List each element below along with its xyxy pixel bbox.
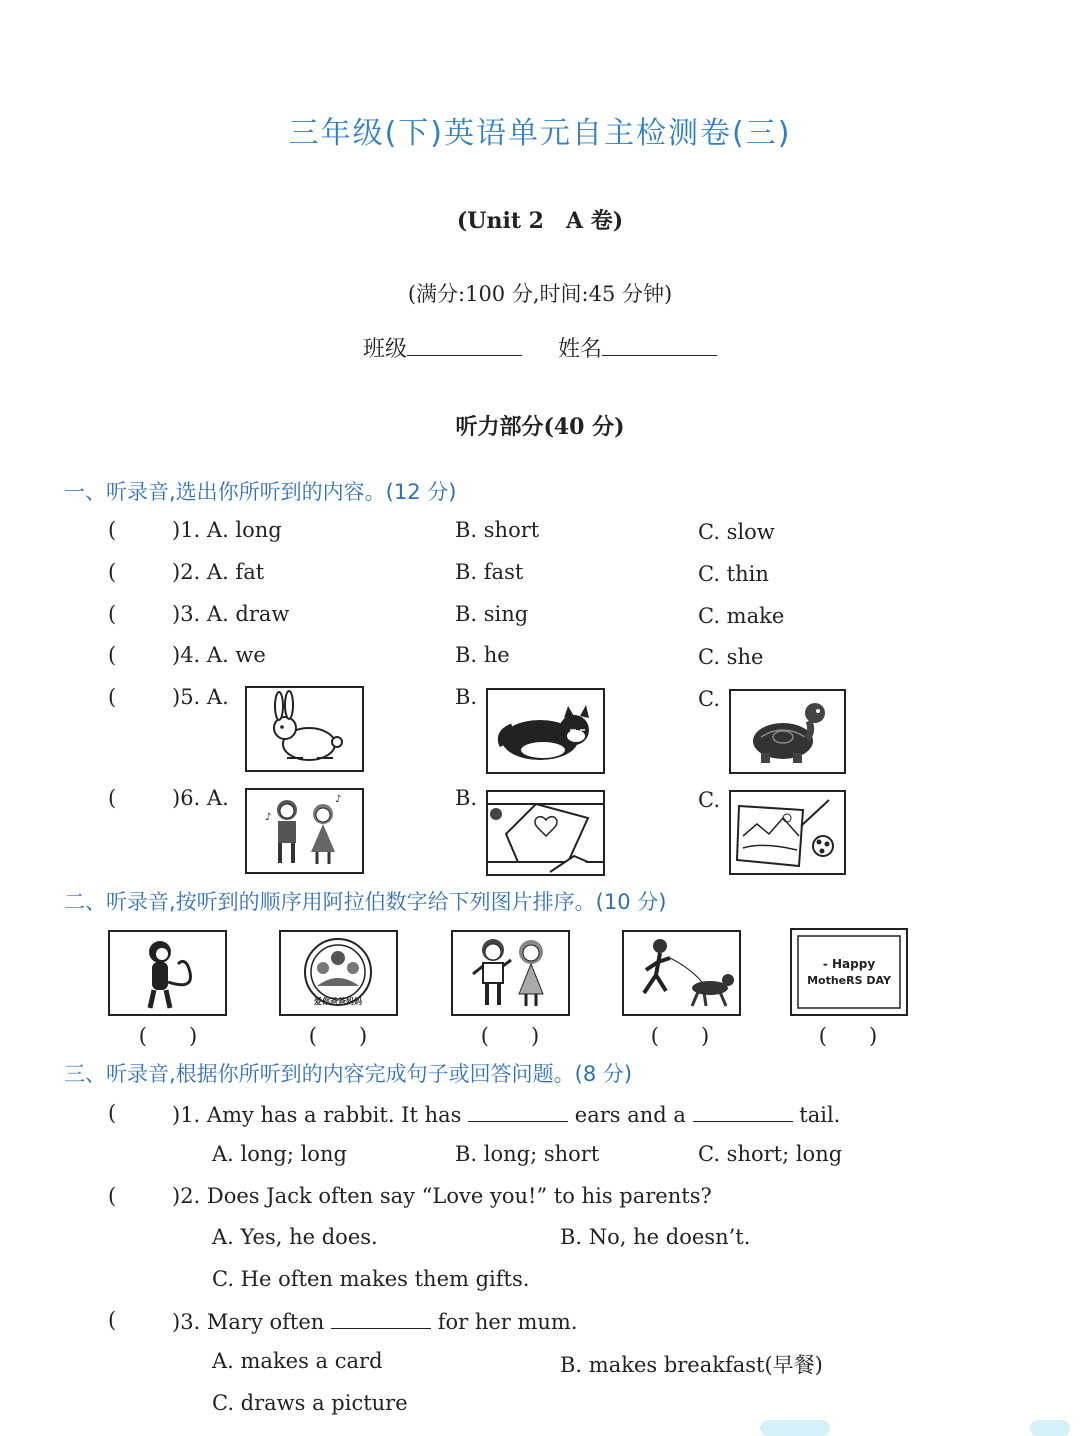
- q6-label-c: C.: [698, 788, 720, 812]
- q4-option-a: )4. A. we: [172, 643, 266, 667]
- s3-q1-option-a: A. long; long: [212, 1142, 347, 1166]
- q2-option-b: B. fast: [455, 560, 524, 584]
- card-text-line2: MotheRS DAY: [807, 974, 891, 987]
- order-answer-3[interactable]: ( ): [480, 1024, 540, 1048]
- order-answer-4[interactable]: ( ): [650, 1024, 710, 1048]
- boy-girl-icon: [453, 932, 568, 1014]
- answer-paren[interactable]: (: [108, 1308, 117, 1332]
- name-label: 姓名: [558, 337, 603, 362]
- mothers-day-card-icon: [792, 930, 906, 1014]
- section1-heading: 一、听录音,选出你所听到的内容。(12 分): [64, 480, 457, 504]
- s3-q1-part2: ears and a: [574, 1103, 686, 1127]
- q1-option-b: B. short: [455, 518, 540, 542]
- svg-text:♪: ♪: [265, 812, 272, 823]
- s3-q2-option-a: A. Yes, he does.: [212, 1225, 378, 1249]
- mothers-day-card-image[interactable]: [790, 928, 908, 1016]
- answer-paren[interactable]: (: [108, 643, 117, 667]
- order-answer-5[interactable]: ( ): [818, 1024, 878, 1048]
- turtle-image[interactable]: [729, 689, 846, 774]
- order-answer-2[interactable]: ( ): [308, 1024, 368, 1048]
- cat-icon: [488, 690, 603, 772]
- cat-image[interactable]: [486, 688, 605, 774]
- q1-option-c: C. slow: [698, 520, 775, 544]
- s3-q3-part2: for her mum.: [437, 1310, 578, 1334]
- card-text-line1: - Happy: [822, 957, 876, 971]
- q1-option-a: )1. A. long: [172, 518, 282, 542]
- decorative-mark: [760, 1420, 830, 1436]
- running-dog-icon: [624, 932, 739, 1014]
- q5-label-a: )5. A.: [172, 685, 229, 709]
- q6-label-a: )6. A.: [172, 786, 229, 810]
- q2-option-a: )2. A. fat: [172, 560, 265, 584]
- score-info: (满分:100 分,时间:45 分钟): [407, 282, 673, 306]
- svg-text:♪: ♪: [335, 794, 342, 805]
- s3-q1-option-c: C. short; long: [698, 1142, 843, 1166]
- singing-children-image[interactable]: [245, 788, 364, 874]
- boy-girl-image[interactable]: [451, 930, 570, 1016]
- s3-q3-blank[interactable]: [331, 1308, 431, 1329]
- s3-q3-part1: )3. Mary often: [172, 1310, 325, 1334]
- answer-paren[interactable]: (: [108, 786, 117, 810]
- class-field[interactable]: [407, 333, 522, 356]
- s3-q1: [172, 1101, 840, 1127]
- q3-option-b: B. sing: [455, 602, 529, 626]
- rabbit-image[interactable]: [245, 686, 364, 772]
- rabbit-icon: [247, 688, 362, 770]
- painting-icon: [731, 792, 844, 873]
- family-badge-icon: [281, 932, 396, 1014]
- monkey-image[interactable]: [108, 930, 227, 1016]
- listening-part-title: 听力部分(40 分): [455, 414, 625, 440]
- drawing-picture-image[interactable]: [729, 790, 846, 875]
- q5-label-c: C.: [698, 687, 720, 711]
- badge-text: 爱你爸爸妈妈: [314, 997, 362, 1006]
- s3-q3-option-c: C. draws a picture: [212, 1391, 408, 1415]
- s3-q3-option-a: A. makes a card: [212, 1349, 383, 1373]
- q4-option-c: C. she: [698, 645, 764, 669]
- answer-paren[interactable]: (: [108, 518, 117, 542]
- q2-option-c: C. thin: [698, 562, 769, 586]
- s3-q3: [172, 1308, 578, 1334]
- section2-heading: 二、听录音,按听到的顺序用阿拉伯数字给下列图片排序。(10 分): [64, 890, 667, 914]
- singing-children-icon: [247, 790, 362, 872]
- monkey-icon: [110, 932, 225, 1014]
- turtle-icon: [731, 691, 844, 772]
- s3-q2: )2. Does Jack often say “Love you!” to his parents?: [172, 1184, 712, 1208]
- decorative-mark: [1030, 1420, 1070, 1436]
- s3-q1-blank1[interactable]: [468, 1101, 568, 1122]
- student-info: [0, 332, 1080, 363]
- s3-q2-option-b: B. No, he doesn’t.: [560, 1225, 751, 1249]
- answer-paren[interactable]: (: [108, 560, 117, 584]
- card-making-icon: [488, 792, 603, 874]
- q4-option-b: B. he: [455, 643, 510, 667]
- s3-q3-option-b: B. makes breakfast(早餐): [560, 1353, 823, 1377]
- running-dog-image[interactable]: [622, 930, 741, 1016]
- name-field[interactable]: [602, 333, 717, 356]
- answer-paren[interactable]: (: [108, 1184, 117, 1208]
- family-badge-image[interactable]: [279, 930, 398, 1016]
- s3-q1-part3: tail.: [799, 1103, 841, 1127]
- s3-q2-option-c: C. He often makes them gifts.: [212, 1267, 530, 1291]
- q6-label-b: B.: [455, 786, 478, 810]
- section3-heading: 三、听录音,根据你所听到的内容完成句子或回答问题。(8 分): [64, 1062, 633, 1086]
- s3-q1-blank2[interactable]: [693, 1101, 793, 1122]
- making-card-image[interactable]: [486, 790, 605, 876]
- answer-paren[interactable]: (: [108, 602, 117, 626]
- answer-paren[interactable]: (: [108, 685, 117, 709]
- q5-label-b: B.: [455, 685, 478, 709]
- page-title: 三年级(下)英语单元自主检测卷(三): [288, 116, 792, 151]
- s3-q1-option-b: B. long; short: [455, 1142, 600, 1166]
- q3-option-c: C. make: [698, 604, 785, 628]
- s3-q1-part1: )1. Amy has a rabbit. It has: [172, 1103, 462, 1127]
- answer-paren[interactable]: (: [108, 1101, 117, 1125]
- order-answer-1[interactable]: ( ): [138, 1024, 198, 1048]
- class-label: 班级: [362, 337, 407, 362]
- unit-subtitle: (Unit 2 A 卷): [456, 208, 624, 234]
- q3-option-a: )3. A. draw: [172, 602, 290, 626]
